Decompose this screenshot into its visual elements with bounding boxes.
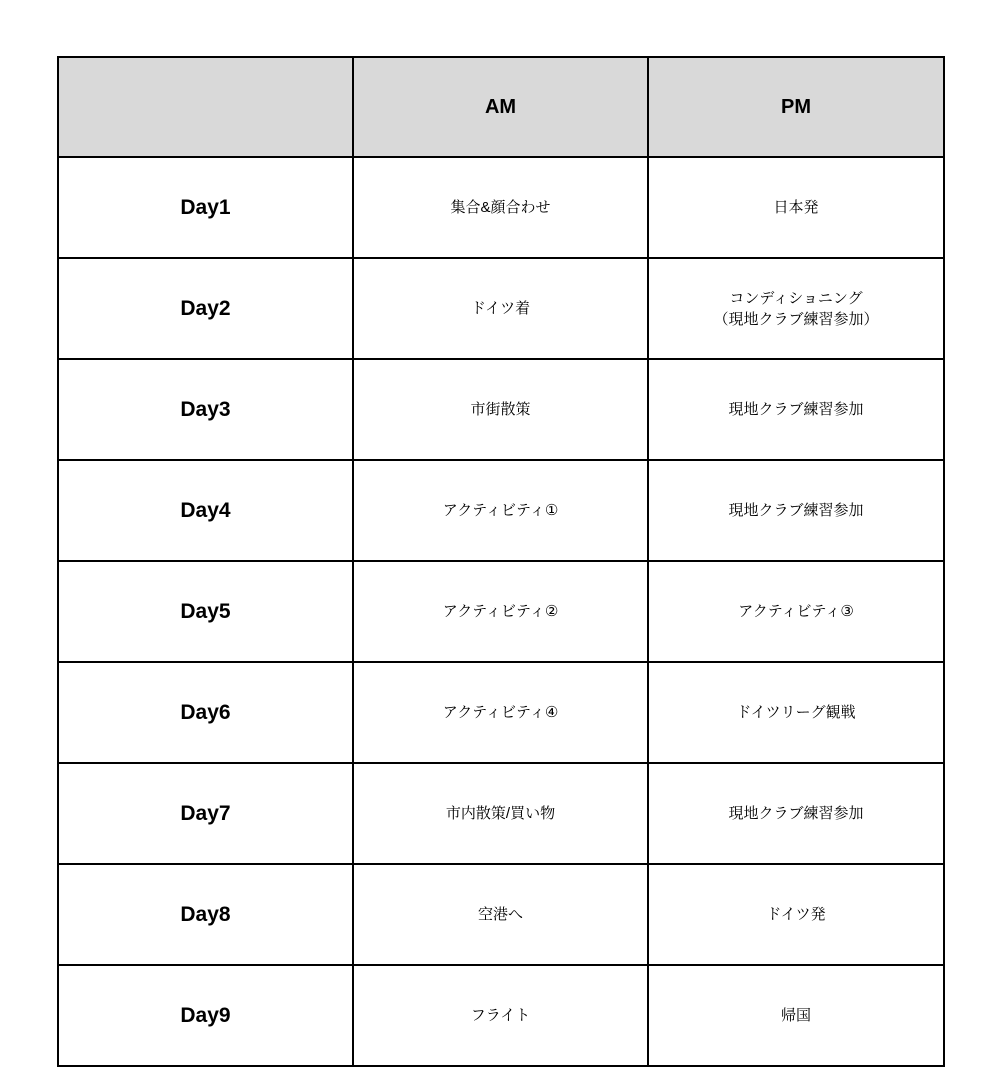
table-row	[58, 561, 944, 662]
day-cell: Day3	[58, 359, 353, 460]
schedule-table	[57, 56, 945, 1067]
table-row	[58, 864, 944, 965]
table-row	[58, 359, 944, 460]
am-cell: ドイツ着	[353, 258, 648, 359]
pm-cell: 帰国	[648, 965, 944, 1066]
table-row	[58, 763, 944, 864]
header-pm-cell: PM	[648, 57, 944, 157]
header-am-cell: AM	[353, 57, 648, 157]
day-cell: Day8	[58, 864, 353, 965]
table-row	[58, 460, 944, 561]
pm-cell: 現地クラブ練習参加	[648, 763, 944, 864]
pm-cell: 現地クラブ練習参加	[648, 359, 944, 460]
table-row	[58, 258, 944, 359]
pm-cell: コンディショニング （現地クラブ練習参加）	[648, 258, 944, 359]
pm-cell: ドイツリーグ観戦	[648, 662, 944, 763]
header-row	[58, 57, 944, 157]
pm-cell: アクティビティ③	[648, 561, 944, 662]
day-cell: Day5	[58, 561, 353, 662]
table-row	[58, 662, 944, 763]
day-cell: Day7	[58, 763, 353, 864]
day-cell: Day2	[58, 258, 353, 359]
day-cell: Day1	[58, 157, 353, 258]
table-row	[58, 965, 944, 1066]
day-cell: Day4	[58, 460, 353, 561]
am-cell: 市内散策/買い物	[353, 763, 648, 864]
header-blank-cell	[58, 57, 353, 157]
am-cell: 集合&顔合わせ	[353, 157, 648, 258]
am-cell: アクティビティ②	[353, 561, 648, 662]
am-cell: 市街散策	[353, 359, 648, 460]
am-cell: アクティビティ④	[353, 662, 648, 763]
am-cell: アクティビティ①	[353, 460, 648, 561]
table-row	[58, 157, 944, 258]
pm-cell: 日本発	[648, 157, 944, 258]
day-cell: Day9	[58, 965, 353, 1066]
pm-cell: 現地クラブ練習参加	[648, 460, 944, 561]
table-body	[58, 157, 944, 1066]
day-cell: Day6	[58, 662, 353, 763]
am-cell: 空港へ	[353, 864, 648, 965]
am-cell: フライト	[353, 965, 648, 1066]
table-header	[58, 57, 944, 157]
pm-cell: ドイツ発	[648, 864, 944, 965]
